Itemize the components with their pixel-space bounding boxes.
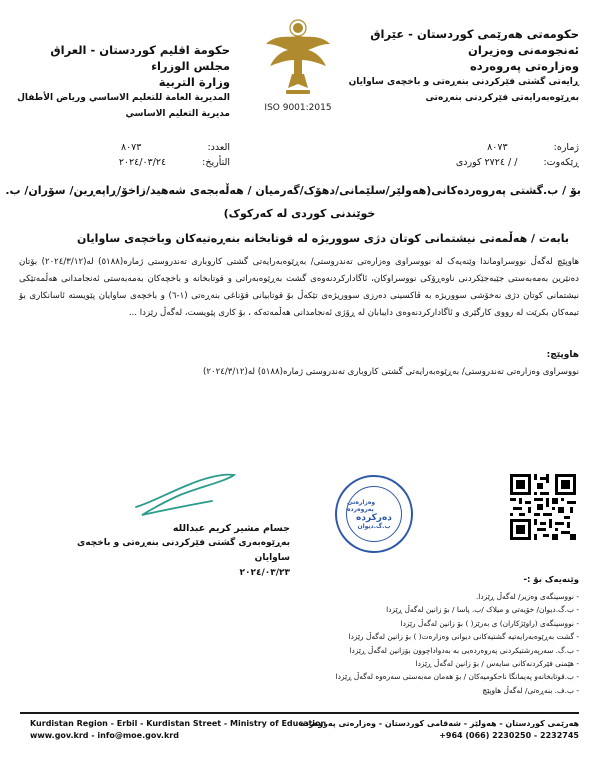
kurdistan-emblem-logo	[258, 14, 338, 114]
signature-date: ٢٠٢٤/٠٣/٢٣	[239, 568, 290, 578]
letter-body: هاوپێچ لەگەڵ نووسراوماندا وێنەیەک لە نووسراوی وەزارەتی تەندروستی/ بەڕێوەبەرایەتی گشتی کاروباری تەندروستی ژمارە(٥١٨٨) لە(٢٠٢٤/٣/١٢) بۆتان دەنێرین بەمەبەستی جێبەجێکردنی ناوەڕۆکی نووسراوکان، ئاگادارکردنەوەی گشت بەڕێوەبەراتی و قوتابخانە و باخچەکان بەمەبەستی ئەنجامدانی هەڵمەتێکی نیشتمانی کوتان دژی نەخۆشی سووریژە بە ڤاکسینی دەرزی سووریژەی تێکەڵ بۆ قوتابیانی قۆناغی بنەڕەتی (١-٦) و باخچەی ساوایان پێویستە ئاسانکاری بۆ تیمەکان بکرێت لە رووی کارگێری و ئاگادارکردنەوەی دایبابان لە ڕۆژی ئەنجامدانی هەڵمەتەکە ، بۆ کاری پێویست، لەگەڵ رێزدا ...	[19, 257, 579, 318]
header-kurdish-line: ڕایەتی گشتی فێرکردنی بنەڕەتی و باخچەی ساوایان	[348, 77, 579, 87]
date-label: التأريخ:	[202, 157, 230, 168]
cc-heading: وێنەیەک بۆ :-	[523, 575, 579, 585]
official-stamp	[335, 475, 413, 553]
header-kurdish-line: ئەنجومەنی وەزیران	[468, 43, 579, 57]
header-arabic-line: مديرية التعليم الاساسي	[125, 109, 230, 119]
signatory-title: بەڕێوەبەری گشتی فێرکردنی بنەڕەتی و باخچەی ساوایان	[77, 538, 290, 563]
recipient-line-1: بۆ / ب.گشتی پەروەردەکانی(هەولێر/سلێمانی/دهۆک/گەرمیان / هەڵەبجەی شەهید/زاخۆ/ڕاپەڕین/ سۆران/ ب.	[5, 184, 581, 197]
qr-code-icon	[510, 474, 576, 540]
attachment-label: هاوپێچ:	[546, 350, 579, 360]
number-row-kurdish	[379, 140, 579, 155]
stamp-center-text: دەرکردە	[356, 512, 392, 523]
header-kurdish	[349, 26, 579, 106]
number-label: العدد:	[207, 142, 230, 153]
cc-list	[259, 590, 579, 697]
header-arabic-line: حكومة اقليم كوردستان - العراق	[50, 43, 230, 57]
date-value: ٢٠٢٤/٠٣/٢٤	[118, 157, 167, 168]
signature-scribble	[130, 465, 240, 525]
number-row-arabic	[50, 140, 230, 155]
eagle-emblem-icon	[258, 14, 338, 114]
header-arabic	[17, 42, 230, 122]
header-arabic-line: المديرية العامة للتعليم الاساسي ورياض الأطفال	[17, 93, 230, 103]
cc-item: - هێمنی فێرکردنەکانی سایەس / بۆ زانین لەگەڵ ڕێزدا	[415, 659, 579, 669]
header-kurdish-line: بەڕێوەبەرایەتی فێرکردنی بنەڕەتی	[425, 93, 579, 103]
attachment-text: نووسراوی وەزارەتی تەندروستی/ بەڕێوەبەرایەتی گشتی کاروباری تەندروستی ژمارە(٥١٨٨) لە(٢٠٢٤/٣/١٢)	[203, 367, 579, 377]
number-label: ژمارە:	[553, 142, 579, 153]
signatory-name: جسام مشير كريم عبدالله	[172, 523, 290, 534]
meta-kurdish	[379, 140, 579, 170]
footer-web-email: www.gov.krd - info@moe.gov.krd	[30, 731, 179, 740]
qr-code	[510, 474, 576, 540]
header-arabic-line: مجلس الوزراء	[151, 59, 230, 73]
footer-address-line: Kurdistan Region - Erbil - Kurdistan Street - Ministry of Education	[30, 719, 327, 728]
cc-item: - ب.گ. سەرپەرشتیکردنی پەروەردەیی بە بەدواداچوون بۆزانین لەگەڵ ڕێزدا	[349, 645, 579, 655]
cc-item: - ب.گ.دیوان/ خۆیەتی و میلاک /ب. پاسا / بۆ زانین لەگەڵ ڕێزدا	[386, 605, 579, 615]
header-arabic-line: وزارة التربية	[158, 75, 230, 89]
footer-phone: +964 (066) 2230250 - 2232745	[439, 731, 579, 740]
subject-line: بابەت / هەڵمەتی نیشتمانی کوتان دژی سووریژە لە قوتابخانە بنەڕەتیەکان وباخچەی ساوایان	[77, 232, 569, 245]
cc-item: - نووسینگەی (راوێژکاران) ی بەرێز( ) بۆ زانین لەگەڵ رێزدا	[400, 618, 579, 628]
signature-icon	[130, 465, 240, 525]
header-kurdish-line: حکومەتی هەرێمی کوردستان - عێراق	[370, 27, 579, 41]
cc-item: - ب.ف. بنەڕەتی/ لەگەڵ هاوپێچ	[482, 685, 579, 695]
stamp-inner	[346, 486, 402, 542]
cc-item: - ب.قوتابخانەو پەیمانگا ناحکومیەکان / بۆ هەمان مەبەستی سەرەوە لەگەڵ ڕێزدا	[335, 672, 579, 682]
stamp-ring-text: وەزارەتی پەروەردە	[347, 498, 376, 513]
cc-item: - گشت بەڕێوەبەرایەتیە گشتیەکانی دیوانی وەزارەت( ) بۆ زانین لەگەڵ رێزدا	[348, 632, 579, 642]
date-label: ڕێکەوت:	[543, 157, 579, 168]
number-value: ٨٠٧٣	[120, 142, 142, 153]
footer-divider	[20, 712, 579, 714]
header-kurdish-line: وەزارەتی پەروەردە	[469, 59, 579, 73]
stamp-bottom-text: ب.گ.دیوان	[357, 522, 391, 530]
footer-address-line: هەرێمی کوردستان - هەولێر - شەقامی کوردستان - وەزارەتی پەروەردە	[300, 719, 579, 728]
date-row-kurdish	[379, 155, 579, 170]
signature-block	[60, 521, 290, 581]
iso-label: ISO 9001:2015	[264, 103, 332, 113]
number-value: ٨٠٧٣	[487, 142, 508, 153]
meta-arabic	[50, 140, 230, 170]
footer-address-kurdish	[300, 718, 579, 742]
cc-item: - نووسینگەی وەزیر/ لەگەڵ ڕێزدا.	[475, 592, 579, 601]
date-value: / / ٢٧٢٤ کوردی	[455, 157, 518, 168]
date-row-arabic	[50, 155, 230, 170]
footer-address-english	[30, 718, 326, 742]
recipient-line-2: خوێندنی کوردی لە کەرکوک)	[223, 207, 376, 220]
